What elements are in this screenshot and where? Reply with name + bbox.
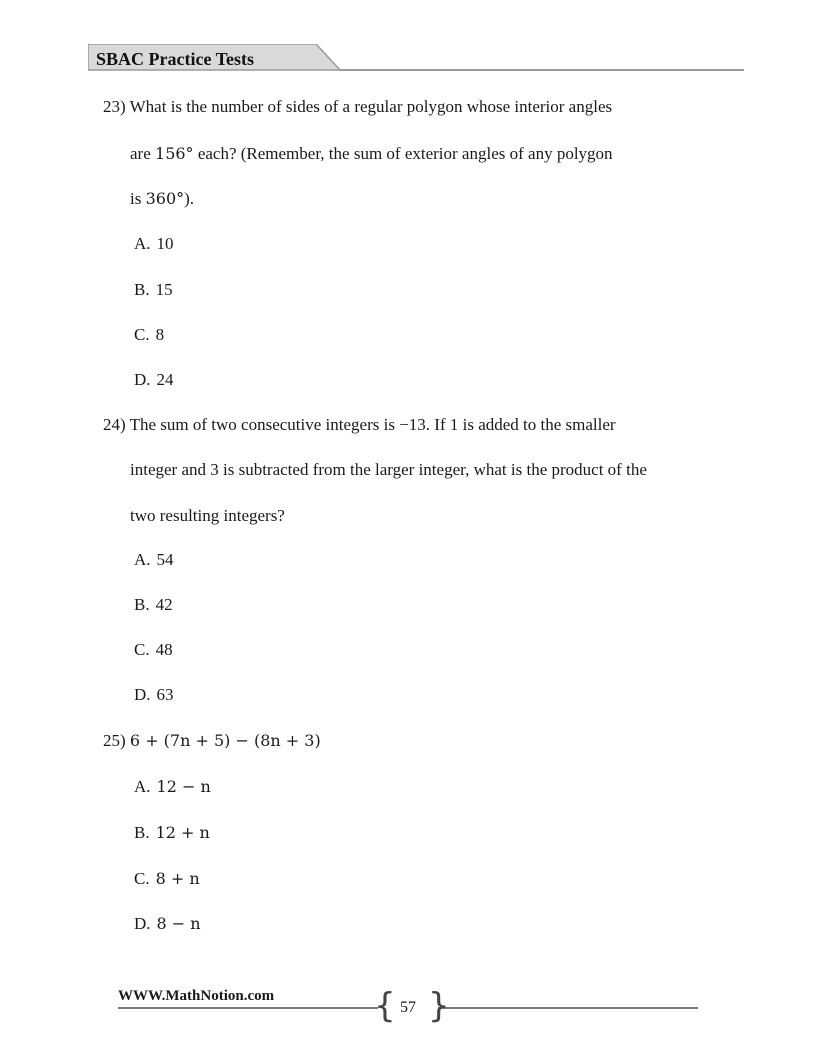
option-24-c — [134, 639, 173, 661]
question-number: 25) — [103, 731, 126, 750]
option-text: 8 − n — [156, 914, 201, 933]
option-text: 63 — [156, 685, 174, 704]
option-23-c — [134, 324, 164, 346]
question-number: 23) — [103, 97, 126, 116]
option-letter: B. — [134, 595, 150, 614]
option-24-b — [134, 594, 173, 616]
option-23-a — [134, 233, 174, 255]
option-25-a — [134, 776, 211, 798]
option-letter: B. — [134, 280, 150, 299]
question-23-line-3 — [130, 188, 194, 210]
page-header — [88, 44, 748, 74]
left-brace-icon: { — [374, 986, 396, 1026]
option-23-b — [134, 279, 173, 301]
header-title: SBAC Practice Tests — [96, 49, 254, 69]
option-text: 12 − n — [156, 777, 211, 796]
question-number: 24) — [103, 415, 126, 434]
option-text: 10 — [156, 234, 174, 253]
option-letter: D. — [134, 914, 151, 933]
question-25-line-1 — [103, 730, 321, 752]
option-text: 48 — [155, 640, 173, 659]
question-text: What is the number of sides of a regular polygon whose interior angles — [129, 97, 613, 116]
option-letter: C. — [134, 640, 150, 659]
question-23-line-2 — [130, 143, 613, 165]
question-text: integer and 3 is subtracted from the larger integer, what is the product of the — [130, 460, 647, 479]
question-24-line-3 — [130, 505, 285, 527]
option-text: 24 — [156, 370, 174, 389]
footer-website: WWW.MathNotion.com — [118, 988, 275, 1004]
right-brace-icon: } — [428, 986, 450, 1026]
page-number: 57 — [378, 990, 438, 1026]
question-text: two resulting integers? — [130, 506, 285, 525]
option-letter: A. — [134, 777, 151, 796]
option-text: 12 + n — [155, 823, 210, 842]
option-letter: C. — [134, 325, 150, 344]
option-text: 15 — [155, 280, 173, 299]
option-letter: C. — [134, 869, 150, 888]
question-text: ). — [184, 189, 195, 208]
question-text: is — [130, 189, 146, 208]
option-letter: D. — [134, 685, 151, 704]
option-text: 8 + n — [155, 869, 200, 888]
angle-value: 156° — [155, 144, 194, 163]
option-24-d — [134, 684, 174, 706]
option-letter: B. — [134, 823, 150, 842]
option-23-d — [134, 369, 174, 391]
question-text: each? (Remember, the sum of exterior angles of any polygon — [193, 144, 613, 163]
option-text: 42 — [155, 595, 173, 614]
question-24-line-1 — [103, 414, 616, 436]
question-text: The sum of two consecutive integers is −13. If 1 is added to the smaller — [129, 415, 616, 434]
option-letter: D. — [134, 370, 151, 389]
angle-value: 360° — [145, 189, 185, 208]
question-expression: 6 + (7n + 5) − (8n + 3) — [129, 731, 321, 750]
option-text: 54 — [156, 550, 174, 569]
option-letter: A. — [134, 234, 151, 253]
option-letter: A. — [134, 550, 151, 569]
option-text: 8 — [155, 325, 165, 344]
option-25-b — [134, 822, 210, 844]
option-25-d — [134, 913, 201, 935]
question-text: are — [130, 144, 156, 163]
option-25-c — [134, 868, 200, 890]
question-23-line-1 — [103, 96, 612, 118]
option-24-a — [134, 549, 174, 571]
question-24-line-2 — [130, 459, 647, 481]
